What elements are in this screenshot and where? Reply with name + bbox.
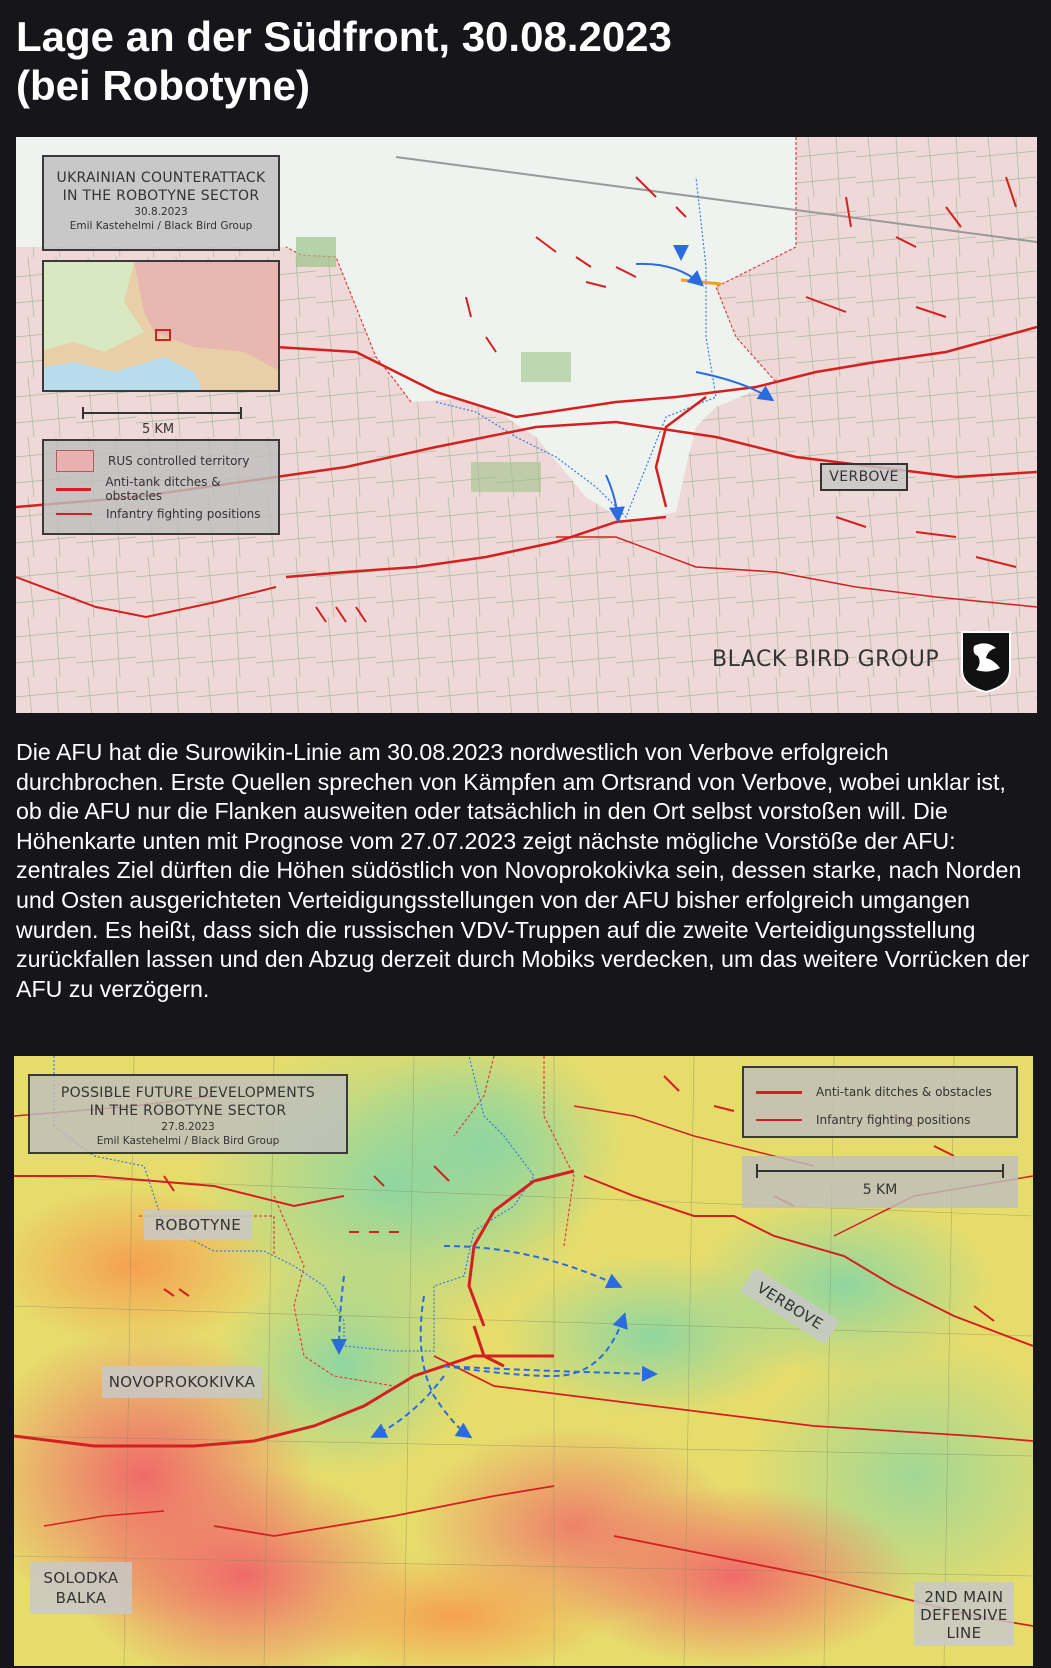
future-developments-map[interactable]	[14, 1056, 1033, 1666]
description-paragraph: Die AFU hat die Surowikin-Linie am 30.08.2023 nordwestlich von Verbove erfolgreich durchbrochen. Erste Quellen sprechen von Kämpfen am Ortsrand von Verbove, wobei unklar ist, ob die AFU nur die Flanken ausweiten oder tatsächlich in den Ort selbst vorstoßen will. Die Höhenkarte unten mit Prognose vom 27.07.2023 zeigt nächste mögliche Vorstöße der AFU: zentrales Ziel dürften die Höhen südöstlich von Novoprokokivka sein, dessen starke, nach Norden und Osten ausgerichteten Verteidigungsstellungen von der AFU bisher erfolgreich umgangen wurden. Es heißt, dass sich die russischen VDV-Truppen auf die zweite Verteidigungsstellung zurückfallen lassen und den Abzug derzeit durch Mobiks verdecken, um das weitere Vorrücken der AFU zu verzögern.	[16, 739, 1030, 1002]
map2-infobox-date: 27.8.2023	[161, 1121, 215, 1133]
legend-row-rus-territory	[56, 451, 249, 471]
map2-legend-label-antitank: Anti-tank ditches & obstacles	[816, 1085, 992, 1099]
map2-infobox-title-1: POSSIBLE FUTURE DEVELOPMENTS	[60, 1085, 316, 1101]
map2-infobox-author: Emil Kastehelmi / Black Bird Group	[96, 1135, 280, 1147]
place-label-robotyne: ROBOTYNE	[144, 1210, 252, 1240]
map1-legend	[42, 439, 280, 535]
legend-label-antitank: Anti-tank ditches & obstacles	[105, 475, 221, 503]
legend-row-infantry	[56, 504, 261, 524]
solodka-balka-line-1: SOLODKA	[43, 1569, 119, 1587]
map2-infobox-title-2: IN THE ROBOTYNE SECTOR	[89, 1103, 287, 1119]
map1-infobox-title-2: IN THE ROBOTYNE SECTOR	[62, 188, 260, 204]
solodka-balka-line-2: BALKA	[55, 1589, 107, 1607]
legend-line-antitank	[56, 488, 91, 491]
second-line-line-3: LINE	[946, 1624, 982, 1642]
map2-legend	[742, 1066, 1018, 1138]
legend-label-rus: RUS controlled territory	[108, 454, 250, 468]
place-label-solodka-balka	[30, 1562, 132, 1614]
title-line-1: Lage an der Südfront, 30.08.2023	[16, 13, 672, 60]
legend-line-infantry	[56, 513, 92, 515]
place-label-verbove: VERBOVE	[820, 463, 908, 491]
map2-scale-box	[742, 1156, 1018, 1208]
map2-scale-label: 5 KM	[862, 1182, 898, 1198]
map1-scale-bar	[82, 405, 242, 421]
brand-text: BLACK BIRD GROUP	[712, 647, 940, 672]
second-line-line-1: 2ND MAIN	[924, 1588, 1004, 1606]
map2-legend-row-antitank	[756, 1082, 992, 1102]
map1-infobox-author: Emil Kastehelmi / Black Bird Group	[69, 220, 253, 232]
map1-infobox-title-1: UKRAINIAN COUNTERATTACK	[56, 170, 266, 186]
counterattack-map[interactable]	[16, 137, 1037, 713]
map2-legend-row-infantry	[756, 1110, 971, 1130]
place-label-novoprokokivka: NOVOPROKOKIVKA	[102, 1366, 262, 1398]
map2-legend-label-infantry: Infantry fighting positions	[816, 1113, 971, 1127]
place-label-verbove-map2: VERBOVE	[740, 1268, 840, 1345]
map2-legend-line-antitank	[756, 1091, 802, 1094]
legend-swatch-rus	[56, 450, 94, 472]
place-label-second-defensive-line	[914, 1582, 1014, 1646]
map2-infobox	[28, 1074, 348, 1154]
legend-label-infantry: Infantry fighting positions	[106, 507, 261, 521]
inset-overview-map	[42, 260, 280, 392]
legend-row-antitank	[56, 475, 278, 503]
map2-legend-line-infantry	[756, 1119, 802, 1121]
black-bird-logo-icon	[958, 630, 1014, 694]
map1-scale-label: 5 KM	[142, 422, 175, 437]
map1-infobox	[42, 155, 280, 251]
title-line-2: (bei Robotyne)	[16, 62, 310, 109]
second-line-line-2: DEFENSIVE	[920, 1606, 1008, 1624]
page-title	[16, 12, 1016, 110]
map1-infobox-date: 30.8.2023	[134, 206, 188, 218]
